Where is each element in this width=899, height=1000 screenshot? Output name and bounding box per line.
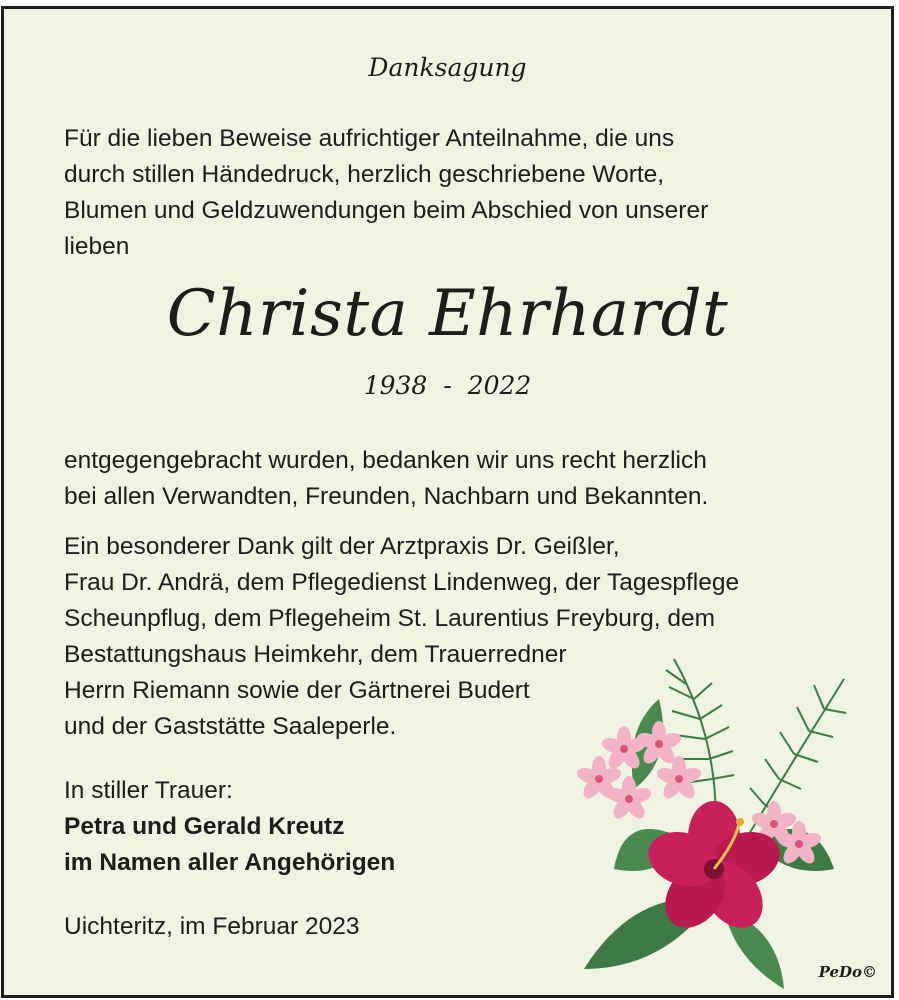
life-dates: 1938 - 2022: [363, 371, 532, 400]
intro-paragraph: [64, 121, 708, 265]
special-line: Herrn Riemann sowie der Gärtnerei Budert: [64, 677, 530, 704]
intro-line: Für die lieben Beweise aufrichtiger Anteilnahme, die uns: [64, 125, 675, 152]
special-line: Scheunpflug, dem Pflegeheim St. Laurentius Freyburg, dem: [64, 605, 715, 632]
special-line: Bestattungshaus Heimkehr, dem Trauerredner: [64, 641, 567, 668]
intro-line: durch stillen Händedruck, herzlich geschriebene Worte,: [64, 161, 665, 188]
mourners-relation: im Namen aller Angehörigen: [64, 849, 396, 876]
mourning-label: In stiller Trauer:: [64, 777, 233, 804]
special-line: Frau Dr. Andrä, dem Pflegedienst Lindenweg, der Tagespflege: [64, 569, 740, 596]
copyright-mark: PeDo©: [818, 963, 877, 981]
thanks-line: bei allen Verwandten, Freunden, Nachbarn und Bekannten.: [64, 483, 709, 510]
deceased-name: Christa Ehrhardt: [166, 277, 729, 351]
intro-line: Blumen und Geldzuwendungen beim Abschied von unserer: [64, 197, 709, 224]
signature-block: [64, 773, 395, 881]
special-line: Ein besonderer Dank gilt der Arztpraxis Dr. Geißler,: [64, 533, 620, 560]
special-line: und der Gaststätte Saaleperle.: [64, 713, 397, 740]
intro-line: lieben: [64, 233, 130, 260]
thanks-line: entgegengebracht wurden, bedanken wir uns recht herzlich: [64, 447, 707, 474]
thanks-paragraph: [64, 443, 708, 515]
heading: Danksagung: [368, 53, 527, 82]
floral-bouquet-icon: [564, 639, 864, 994]
obituary-card: [1, 6, 894, 998]
place-date: Uichteritz, im Februar 2023: [64, 913, 360, 940]
mourners-names: Petra und Gerald Kreutz: [64, 813, 345, 840]
